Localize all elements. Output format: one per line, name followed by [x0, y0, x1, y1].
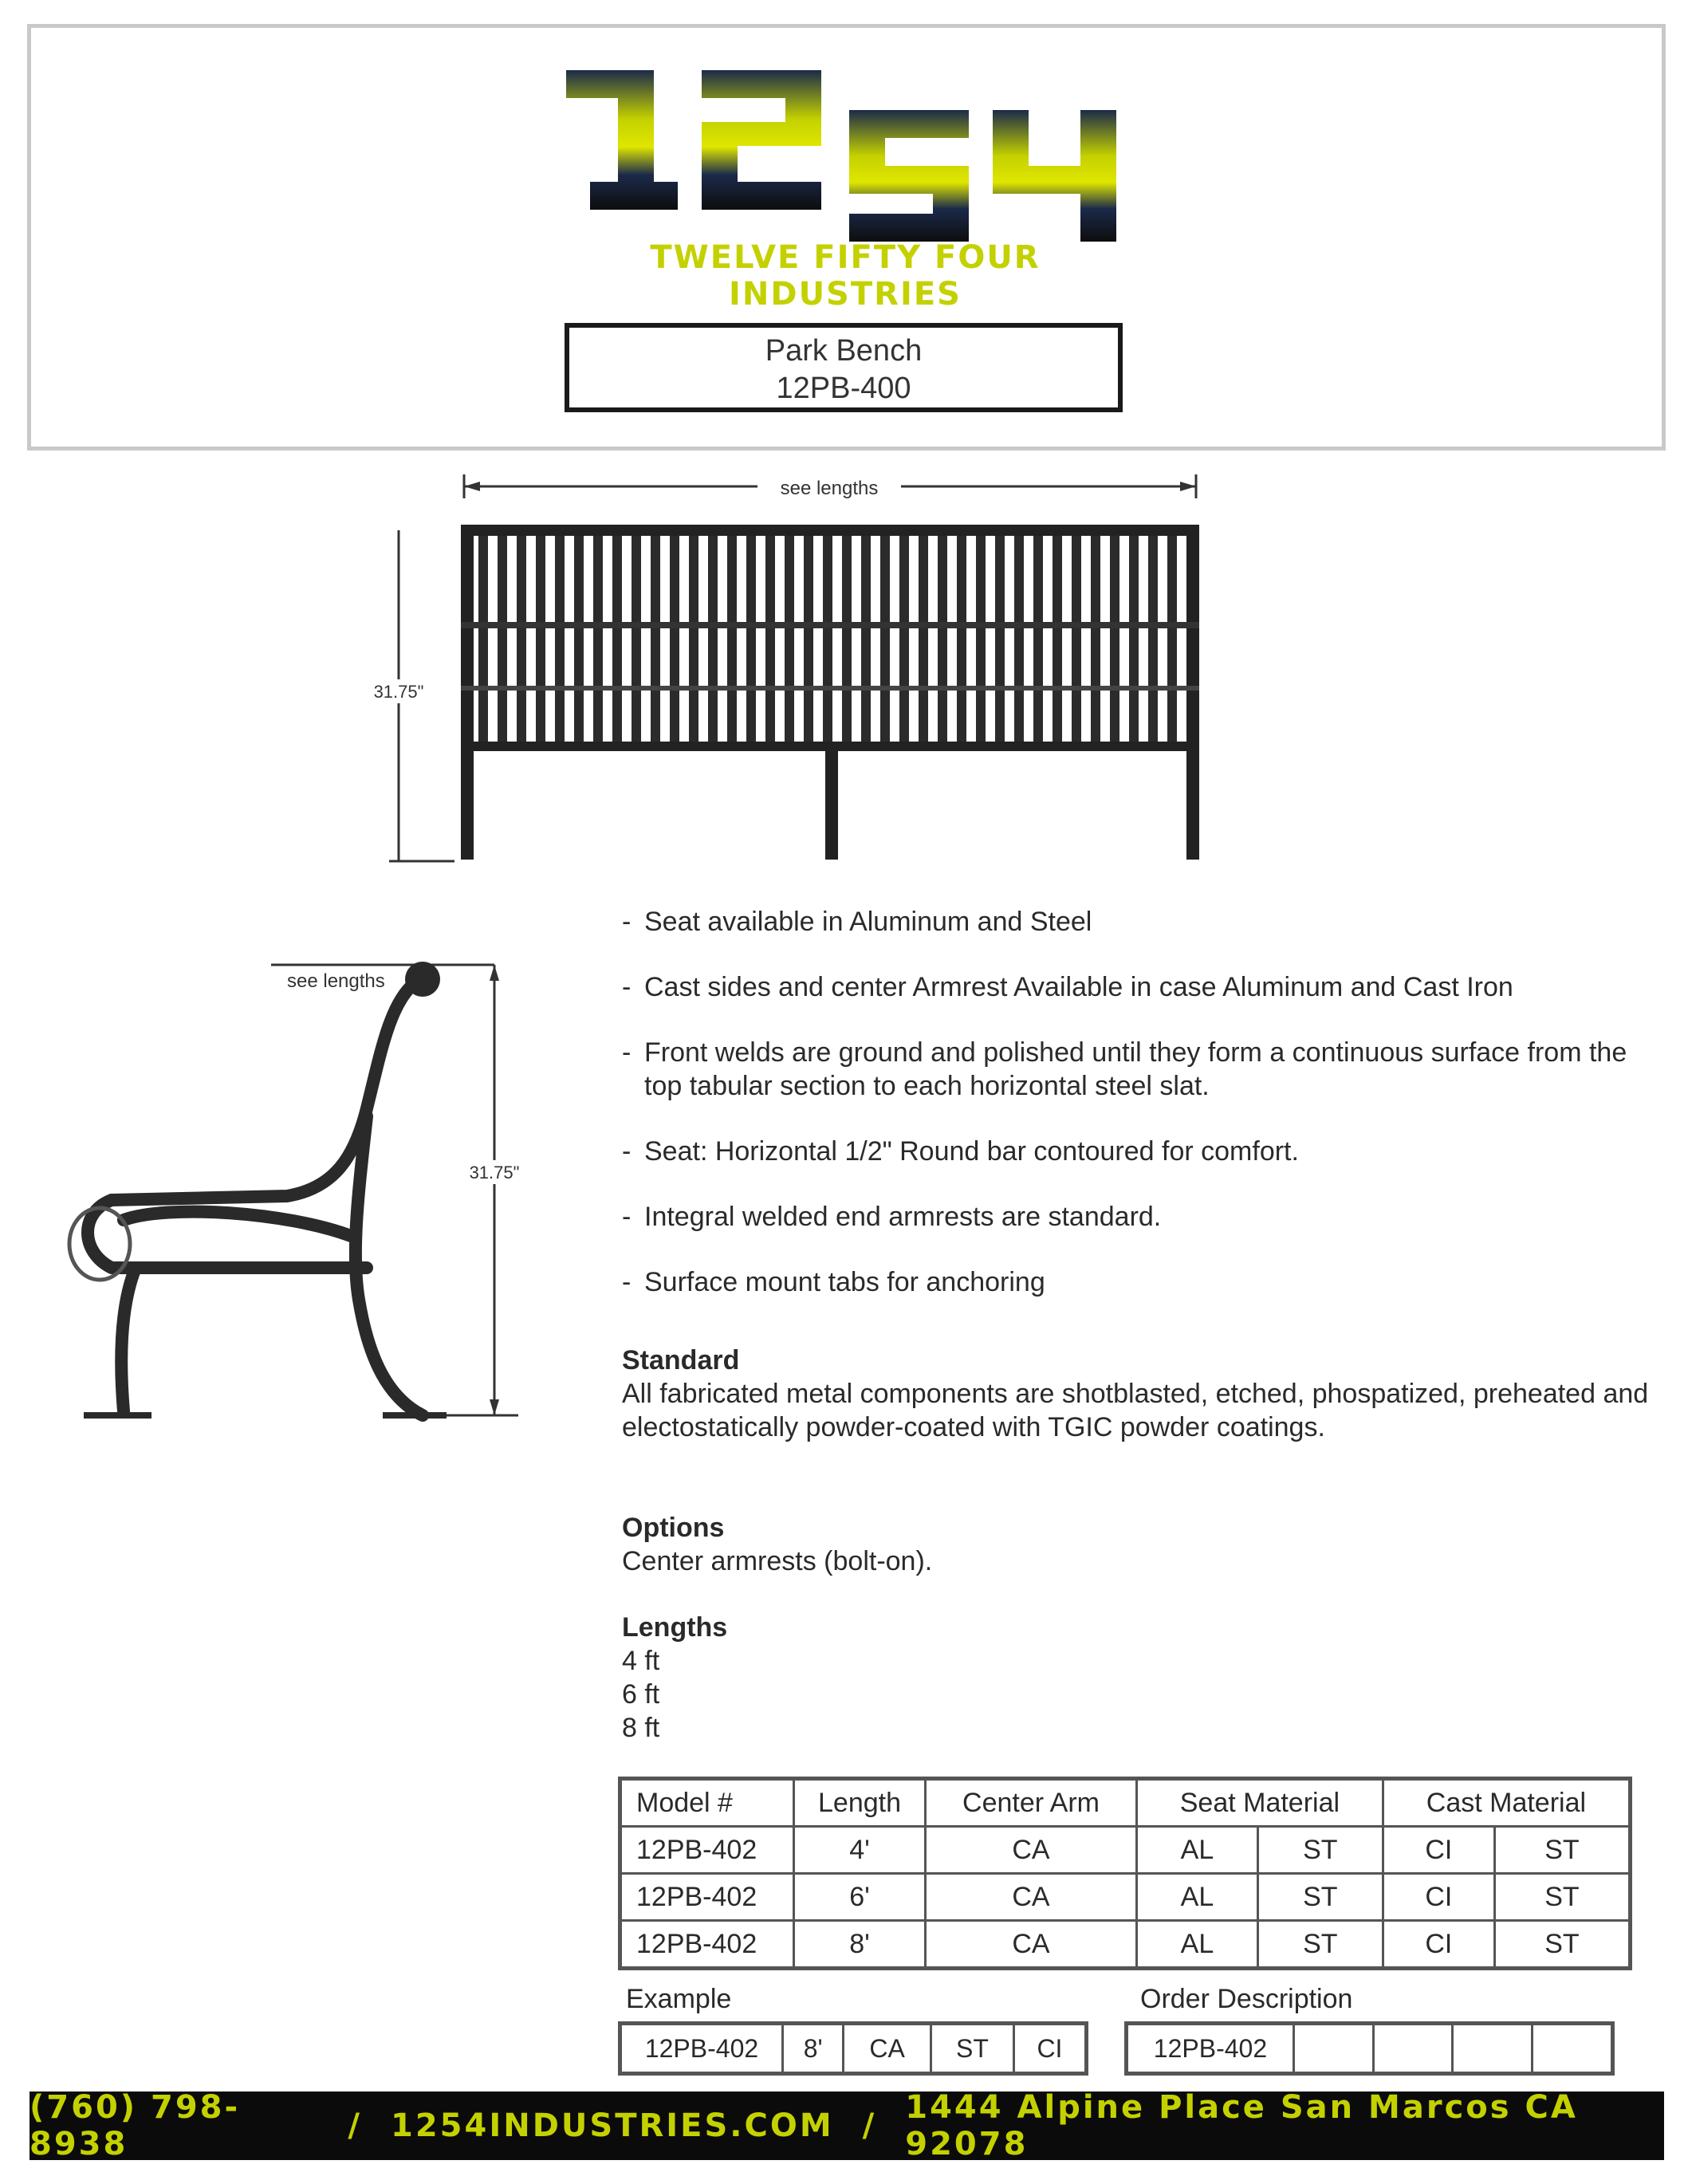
order-description-table: [1124, 2021, 1615, 2076]
front-height-label: 31.75": [373, 682, 424, 702]
example-cell: 8': [783, 2024, 844, 2074]
feature-item: - Seat available in Aluminum and Steel: [622, 905, 1658, 939]
bench-slat: [612, 536, 622, 742]
feature-item: - Front welds are ground and polished until they form a continuous surface from the top tabular section to each horizontal steel slat.: [622, 1036, 1658, 1103]
table-cell: 6': [794, 1874, 926, 1921]
table-cell: ST: [1494, 1874, 1630, 1921]
table-cell: 12PB-402: [620, 1827, 794, 1874]
table-cell: 8': [794, 1921, 926, 1969]
table-row: [620, 1874, 1631, 1921]
order-cell[interactable]: [1293, 2024, 1373, 2074]
table-cell: ST: [1494, 1827, 1630, 1874]
table-cell: 4': [794, 1827, 926, 1874]
bench-slat: [478, 536, 488, 742]
bench-slat: [689, 536, 698, 742]
table-row: [620, 1921, 1631, 1969]
bench-slat: [1091, 536, 1100, 742]
bench-slat: [727, 536, 737, 742]
table-cell: CI: [1383, 1921, 1494, 1969]
product-code: 12PB-400: [776, 372, 911, 405]
bench-front-view-drawing: [367, 470, 1212, 885]
company-logo: [558, 62, 1132, 246]
example-table: [618, 2021, 1088, 2076]
example-cell: CA: [844, 2024, 931, 2074]
bench-slat: [804, 536, 813, 742]
feature-list: [622, 905, 1658, 1331]
bench-slat: [555, 536, 565, 742]
example-cell: 12PB-402: [620, 2024, 783, 2074]
example-cell: ST: [931, 2024, 1013, 2074]
bench-slat: [1129, 536, 1139, 742]
bench-slat: [861, 536, 871, 742]
feature-item: - Integral welded end armrests are standard.: [622, 1200, 1658, 1234]
bench-slat: [574, 536, 584, 742]
feature-item: - Seat: Horizontal 1/2" Round bar contoured for comfort.: [622, 1135, 1658, 1168]
table-cell: CA: [926, 1874, 1137, 1921]
standard-text: All fabricated metal components are shotblasted, etched, phospatized, preheated and electostatically powder-coated with TGIC powder coatings.: [622, 1379, 1649, 1442]
table-cell: AL: [1137, 1827, 1258, 1874]
table-cell: CI: [1383, 1827, 1494, 1874]
options-heading: Options: [622, 1513, 725, 1543]
bench-slat: [785, 536, 794, 742]
standard-section: [622, 1344, 1658, 1444]
table-cell: ST: [1257, 1921, 1383, 1969]
length-item: 8 ft: [622, 1713, 660, 1743]
bench-slat: [995, 536, 1005, 742]
bench-slat: [880, 536, 890, 742]
table-cell: CA: [926, 1921, 1137, 1969]
column-header: Length: [794, 1779, 926, 1827]
bench-slat: [823, 536, 832, 742]
order-cell: 12PB-402: [1127, 2024, 1294, 2074]
bench-slat: [765, 536, 775, 742]
table-cell: ST: [1494, 1921, 1630, 1969]
order-cell[interactable]: [1373, 2024, 1453, 2074]
lengths-section: [622, 1611, 1658, 1745]
lengths-heading: Lengths: [622, 1612, 728, 1643]
order-cell[interactable]: [1533, 2024, 1613, 2074]
logo-1254-graphic: [558, 62, 1132, 246]
table-cell: ST: [1257, 1827, 1383, 1874]
bench-slat: [651, 536, 660, 742]
table-row: [620, 2024, 1087, 2074]
bench-slat: [1148, 536, 1158, 742]
side-height-label: 31.75": [469, 1163, 520, 1183]
table-cell: AL: [1137, 1921, 1258, 1969]
table-row: [620, 1827, 1631, 1874]
bench-slat: [976, 536, 986, 742]
footer-separator: /: [862, 2107, 877, 2144]
bench-slat: [1167, 536, 1177, 742]
bench-slat: [1033, 536, 1043, 742]
table-header-row: [620, 1779, 1631, 1827]
bench-slat: [1053, 536, 1062, 742]
bench-slat: [1072, 536, 1081, 742]
length-item: 6 ft: [622, 1679, 660, 1710]
column-header: Model #: [620, 1779, 794, 1827]
feature-item: - Cast sides and center Armrest Available in case Aluminum and Cast Iron: [622, 970, 1658, 1004]
spec-table: [618, 1777, 1632, 1970]
bench-slat: [536, 536, 545, 742]
bench-slat: [1110, 536, 1119, 742]
bench-slat: [746, 536, 756, 742]
side-width-label: see lengths: [287, 970, 385, 992]
options-section: [622, 1511, 1658, 1578]
bench-slat: [708, 536, 718, 742]
options-text: Center armrests (bolt-on).: [622, 1546, 933, 1576]
footer-phone[interactable]: (760) 798-8938: [30, 2089, 241, 2162]
bench-side-view-drawing: [48, 949, 542, 1443]
column-header: Center Arm: [926, 1779, 1137, 1827]
order-cell[interactable]: [1453, 2024, 1533, 2074]
table-cell: ST: [1257, 1874, 1383, 1921]
bench-slat: [938, 536, 947, 742]
footer-separator: /: [348, 2107, 363, 2144]
table-row: [1127, 2024, 1613, 2074]
table-cell: 12PB-402: [620, 1921, 794, 1969]
bench-slat: [517, 536, 526, 742]
feature-item: - Surface mount tabs for anchoring: [622, 1265, 1658, 1299]
footer-address: 1444 Alpine Place San Marcos CA 92078: [905, 2089, 1578, 2162]
table-cell: CA: [926, 1827, 1137, 1874]
bench-slat: [1014, 536, 1024, 742]
product-name: Park Bench: [765, 334, 923, 368]
column-header: Cast Material: [1383, 1779, 1630, 1827]
length-item: 4 ft: [622, 1646, 660, 1676]
bench-slat: [498, 536, 507, 742]
company-name: TWELVE FIFTY FOUR INDUSTRIES: [650, 239, 1041, 313]
bench-slat: [632, 536, 641, 742]
order-description-label: Order Description: [1140, 1984, 1353, 2014]
example-cell: CI: [1013, 2024, 1086, 2074]
front-width-label: see lengths: [780, 478, 879, 499]
bench-slat: [670, 536, 679, 742]
column-header: Seat Material: [1137, 1779, 1383, 1827]
bench-slat: [593, 536, 603, 742]
example-label: Example: [626, 1984, 732, 2014]
footer-bar: [30, 2089, 1664, 2162]
bench-slat: [899, 536, 909, 742]
table-cell: 12PB-402: [620, 1874, 794, 1921]
bench-slat: [842, 536, 852, 742]
footer-website[interactable]: 1254INDUSTRIES.COM: [391, 2107, 834, 2144]
bench-slat: [957, 536, 966, 742]
bench-slats: [478, 536, 1177, 742]
table-cell: CI: [1383, 1874, 1494, 1921]
table-cell: AL: [1137, 1874, 1258, 1921]
bench-slat: [919, 536, 928, 742]
standard-heading: Standard: [622, 1345, 740, 1375]
product-title-box: [565, 323, 1123, 412]
